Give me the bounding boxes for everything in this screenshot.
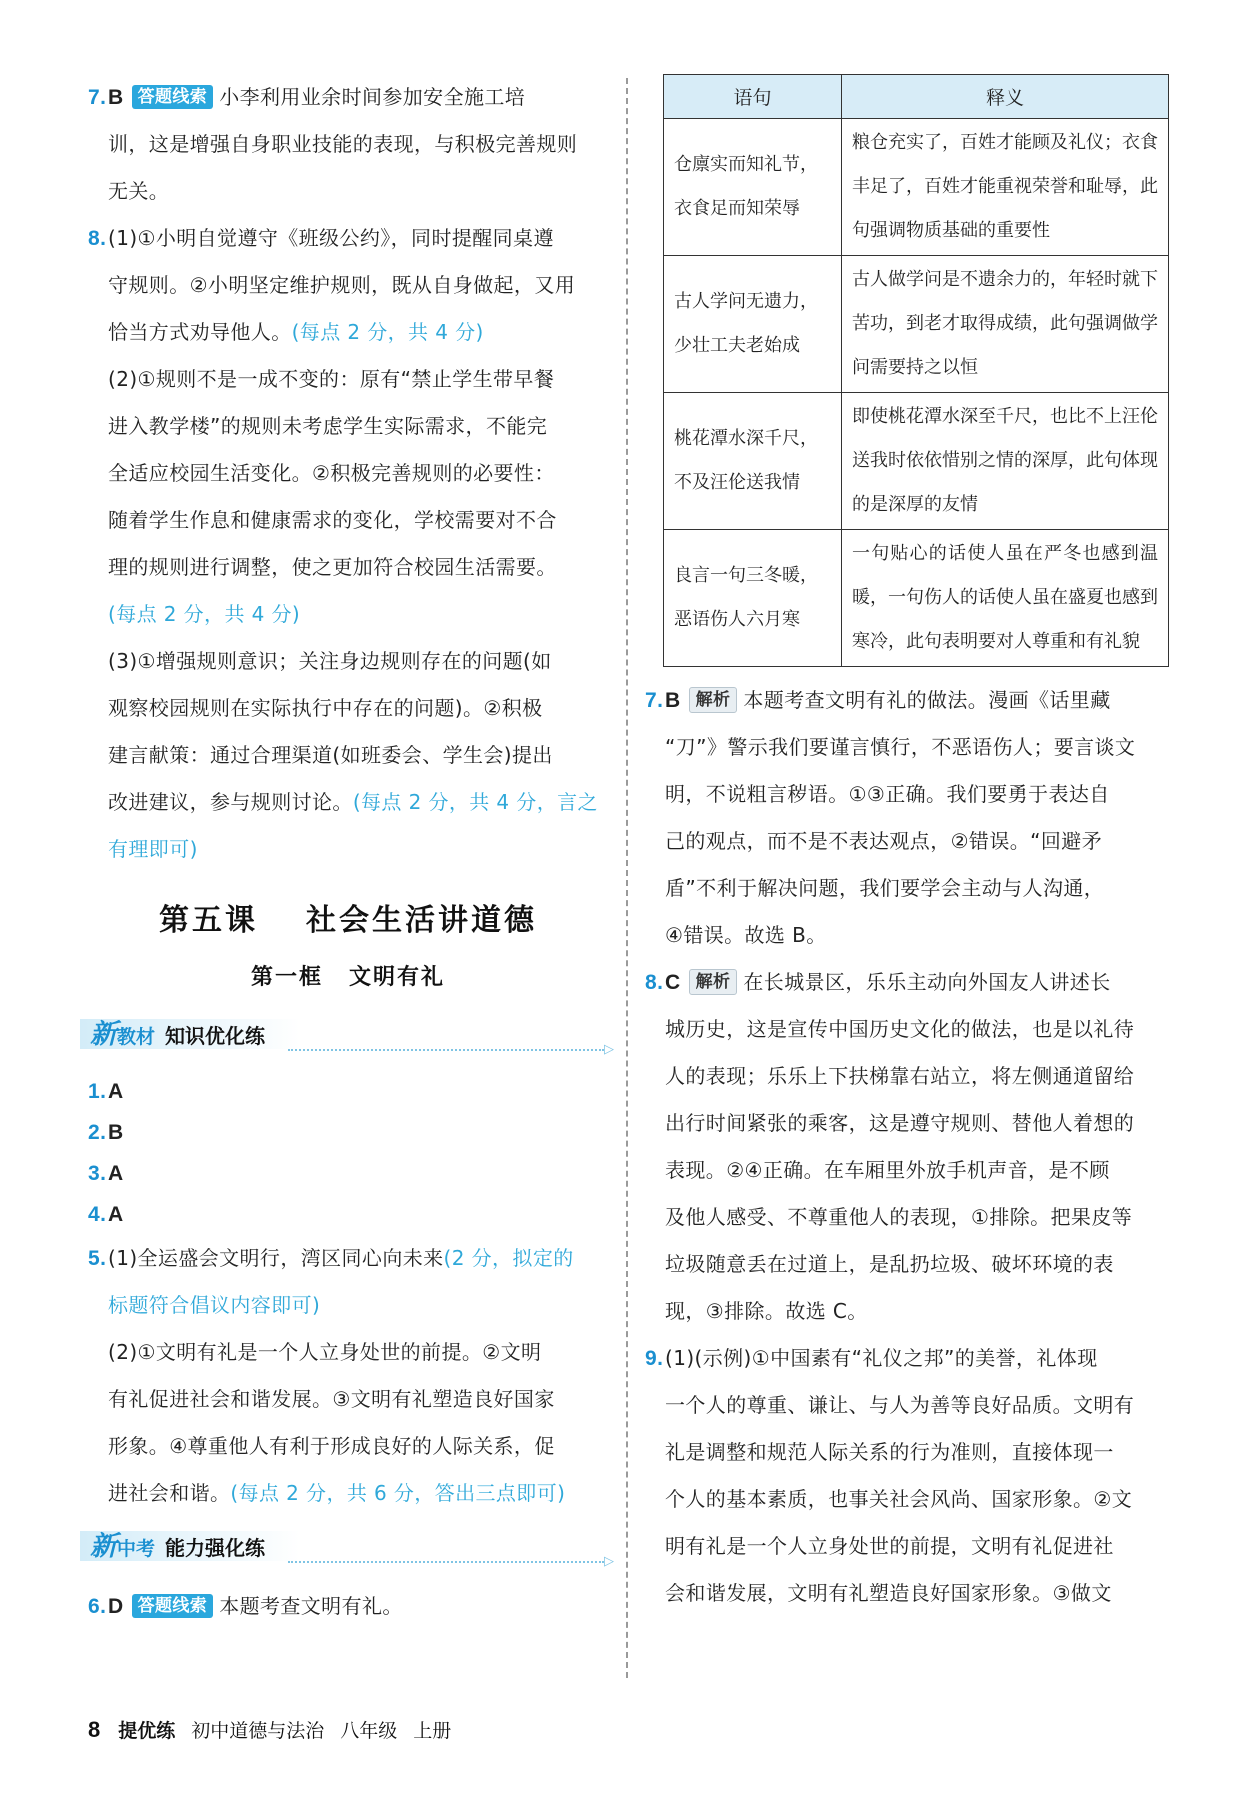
score-note: (每点 2 分，共 6 分，答出三点即可) [230,1481,566,1505]
table-cell: 桃花潭水深千尺， 不及汪伦送我情 [664,393,842,530]
question-number: 5. [88,1247,107,1270]
left-q7: 7.B 答题线索 小李利用业余时间参加安全施工培 训，这是增强自身职业技能的表现，与积极完善规则 无关。 [88,74,608,215]
table-row [664,256,1169,393]
left-q6: 6.D 答题线索 本题考查文明有礼。 [88,1583,608,1630]
series-name: 提优练 [118,1720,176,1742]
question-number: 7. [88,86,107,109]
score-note: (每点 2 分，共 4 分，言之 [352,790,598,814]
left-q8: 8.(1)①小明自觉遵守《班级公约》，同时提醒同桌遵 守规则。②小明坚定维护规则，既从自身做起，又用 恰当方式劝导他人。(每点 2 分，共 4 分) (2)①规则不是一成不变的：原有“禁止学生带早餐 进入教学楼”的规则未考虑学生实际需求，不能完 全适应校园生活变化。②积极完善规则的必要性： 随着学生作息和健康需求的变化，学校需要对不合 理的规则进行调整，使之更加符合校园生活需要。 (每点 2 分，共 4 分) (3)①增强规则意识；关注身边规则存在的问题(如 观察校园规则在实际执行中存在的问题)。②积极 建言献策：通过合理渠道(如班委会、学生会)提出 改进建议，参与规则讨论。(每点 2 分，共 4 分，言之 有理即可) [88,215,608,873]
table-cell: 良言一句三冬暖， 恶语伤人六月寒 [664,530,842,667]
table-cell: 仓廪实而知礼节， 衣食足而知荣辱 [664,119,842,256]
table-cell: 一句贴心的话使人虽在严冬也感到温暖，一句伤人的话使人虽在盛夏也感到寒冷，此句表明要对人尊重和有礼貌 [842,530,1169,667]
list-item: 4.A [88,1203,124,1226]
subject-name: 初中道德与法治 [191,1720,325,1742]
column-divider [626,78,628,1678]
answer-letter: C [665,971,681,994]
table-cell: 粮仓充实了，百姓才能顾及礼仪；衣食丰足了，百姓才能重视荣誉和耻辱，此句强调物质基础的重要性 [842,119,1169,256]
volume-name: 上册 [413,1720,452,1742]
grade-name: 八年级 [340,1720,398,1742]
answer-clue-tag: 答题线索 [132,85,214,109]
score-note: (每点 2 分，共 4 分) [291,320,484,344]
analysis-tag: 解析 [689,969,738,995]
table-row [664,119,1169,256]
section-band-textbook: ▷ 新教材 知识优化练 [88,1013,608,1059]
band-end-icon: ▷ [604,1554,614,1569]
right-column [645,74,1173,1617]
score-note: 标题符合倡议内容即可) [108,1293,321,1317]
list-item: 2.B [88,1121,124,1144]
question-number: 7. [645,689,664,712]
score-note: (2 分，拟定的 [443,1246,574,1270]
list-item: 3.A [88,1162,124,1185]
table-header-row [664,75,1169,119]
right-q7: 7.B 解析 本题考查文明有礼的做法。漫画《话里藏 “刀”》警示我们要谨言慎行，不恶语伤人；要言谈文 明，不说粗言秽语。①③正确。我们要勇于表达自 己的观点，而不是不表达观点，②错误。“回避矛 盾”不利于解决问题，我们要学会主动与人沟通， ④错误。故选 B。 [645,677,1173,959]
question-number: 8. [88,227,107,250]
idiom-table [663,74,1169,667]
left-column [88,74,614,1630]
answer-letter: B [665,689,681,712]
question-number: 9. [645,1347,664,1370]
table-header: 释义 [842,75,1169,119]
list-item: 1.A [88,1080,124,1103]
table-cell: 即使桃花潭水深至千尺，也比不上汪伦送我时依依惜别之情的深厚，此句体现的是深厚的友情 [842,393,1169,530]
table-row [664,393,1169,530]
table-cell: 古人做学问是不遗余力的，年轻时就下苦功，到老才取得成绩，此句强调做学问需要持之以恒 [842,256,1169,393]
question-number: 8. [645,971,664,994]
right-q9: 9.(1)(示例)①中国素有“礼仪之邦”的美誉，礼体现 一个人的尊重、谦让、与人为善等良好品质。文明有 礼是调整和规范人际关系的行为准则，直接体现一 个人的基本素质，也事关社会风尚、国家形象。②文 明有礼是一个人立身处世的前提，文明有礼促进社 会和谐发展，文明有礼塑造良好国家形象。③做文 [645,1335,1173,1617]
table-row [664,530,1169,667]
score-note: 有理即可) [108,837,198,861]
answer-clue-tag: 答题线索 [132,1594,214,1618]
section-band-exam: ▷ 新中考 能力强化练 [88,1525,608,1571]
band-end-icon: ▷ [604,1042,614,1057]
score-note: (每点 2 分，共 4 分) [108,602,301,626]
left-q5: 5.(1)全运盛会文明行，湾区同心向未来(2 分，拟定的 标题符合倡议内容即可) (2)①文明有礼是一个人立身处世的前提。②文明 有礼促进社会和谐发展。③文明有礼塑造良好国家 形象。④尊重他人有利于形成良好的人际关系，促 进社会和谐。(每点 2 分，共 6 分，答出三点即可) [88,1235,608,1517]
page-footer [88,1710,467,1750]
page-number: 8 [88,1717,101,1742]
short-answer-list [88,1071,608,1235]
lesson-title: 第五课 社会生活讲道德 [159,903,537,938]
answer-letter: D [108,1595,124,1618]
section-title: 第一框 文明有礼 [250,965,446,990]
table-cell: 古人学问无遗力， 少壮工夫老始成 [664,256,842,393]
analysis-tag: 解析 [689,687,738,713]
question-number: 6. [88,1595,107,1618]
table-header: 语句 [664,75,842,119]
right-q8: 8.C 解析 在长城景区，乐乐主动向外国友人讲述长 城历史，这是宣传中国历史文化的做法，也是以礼待 人的表现；乐乐上下扶梯靠右站立，将左侧通道留给 出行时间紧张的乘客，这是遵守规则、替他人着想的 表现。②④正确。在车厢里外放手机声音，是不顾 及他人感受、不尊重他人的表现，①排除。把果皮等 垃圾随意丢在过道上，是乱扔垃圾、破坏环境的表 现，③排除。故选 C。 [645,959,1173,1335]
answer-letter: B [108,86,124,109]
